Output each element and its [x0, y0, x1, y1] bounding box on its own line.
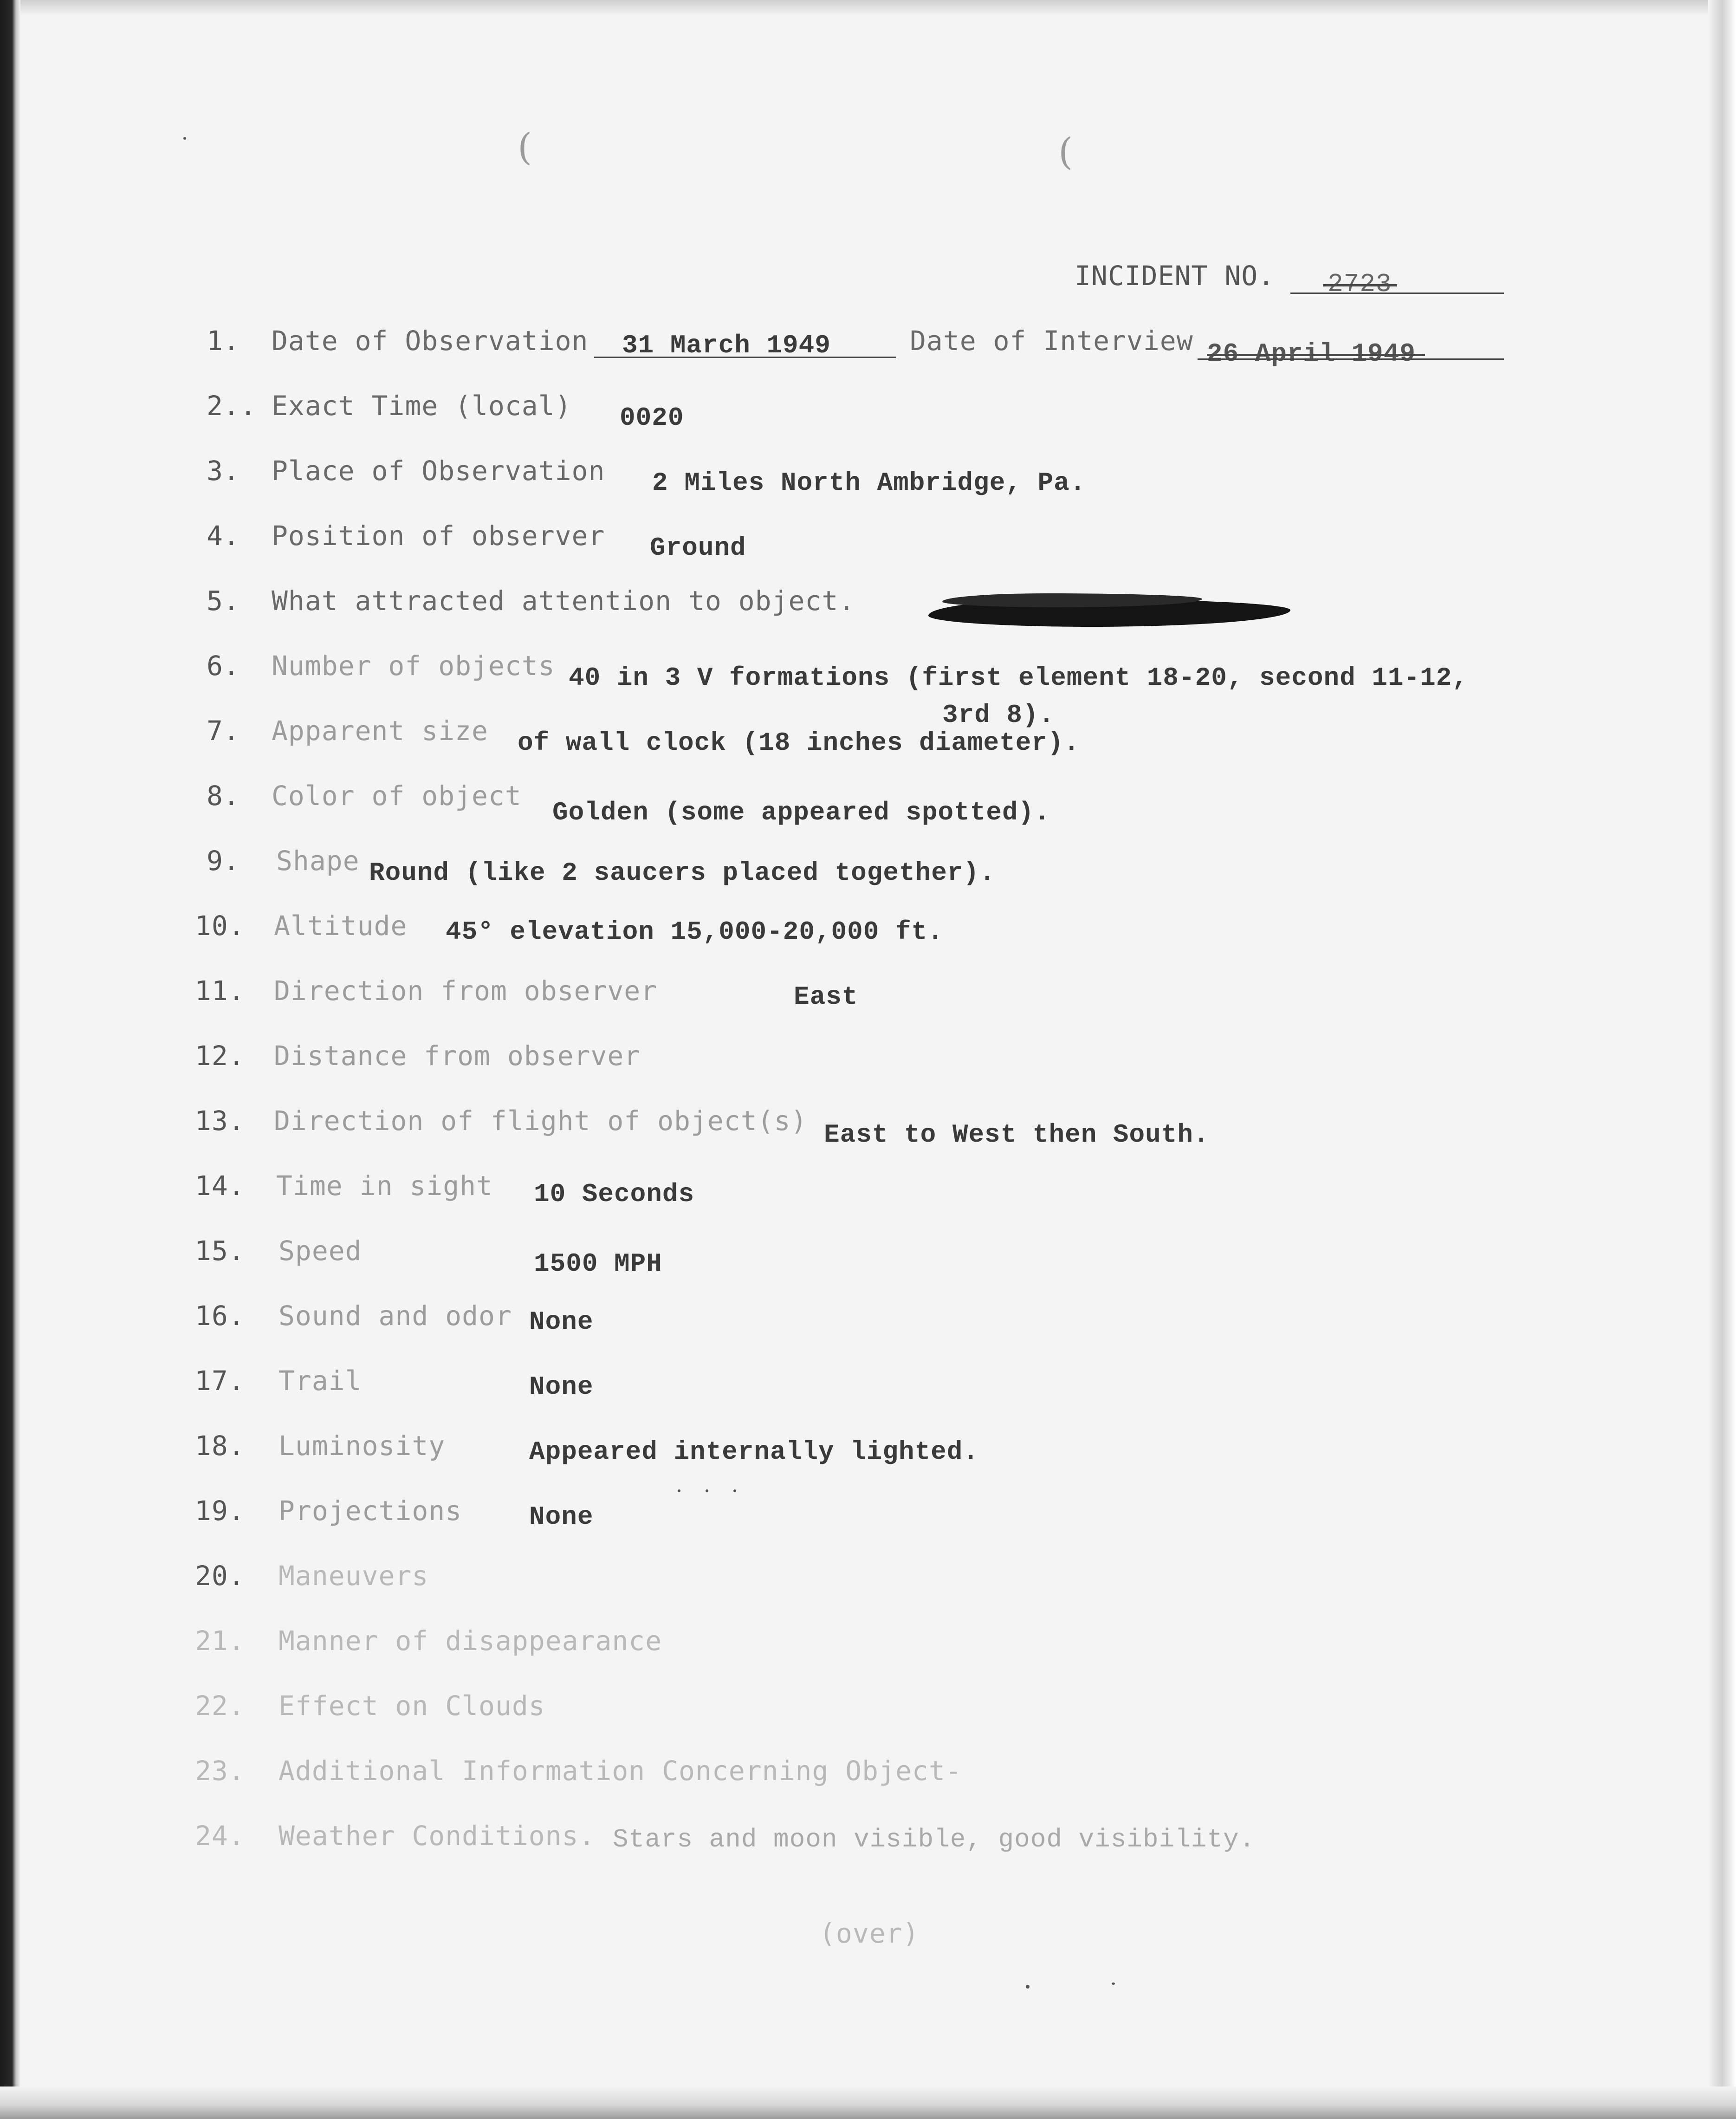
maneuvers-label: Maneuvers — [279, 1560, 429, 1592]
item-number: 23. — [195, 1755, 245, 1787]
number-of-objects-value-continued: 3rd 8). — [942, 700, 1055, 730]
attracted-attention-label: What attracted attention to object. — [272, 585, 855, 617]
date-of-interview-strike — [1207, 354, 1425, 356]
item-number: 14. — [195, 1170, 245, 1202]
date-of-interview-value: 26 April 1949 — [1207, 339, 1416, 369]
time-in-sight-label: Time in sight — [276, 1170, 493, 1202]
item-number: 20. — [195, 1560, 245, 1592]
scan-speck — [183, 137, 186, 140]
item-number: 22. — [195, 1690, 245, 1722]
item-number: 17. — [195, 1365, 245, 1397]
item-number: 4. — [207, 520, 240, 552]
direction-from-observer-value: East — [794, 982, 858, 1012]
punch-mark-right: ( — [1058, 130, 1073, 173]
luminosity-value: Appeared internally lighted. — [529, 1437, 979, 1467]
number-of-objects-label: Number of objects — [272, 650, 555, 682]
item-number: 2.. — [207, 390, 257, 422]
apparent-size-label: Apparent size — [272, 715, 488, 747]
number-of-objects-value: 40 in 3 V formations (first element 18-20, second 11-12, — [569, 663, 1468, 693]
speed-label: Speed — [279, 1235, 362, 1267]
item-number: 7. — [207, 715, 240, 747]
shape-value: Round (like 2 saucers placed together). — [369, 858, 996, 888]
item-number: 10. — [195, 910, 245, 942]
position-of-observer-value: Ground — [650, 533, 746, 563]
item-number: 18. — [195, 1430, 245, 1462]
direction-of-flight-value: East to West then South. — [824, 1120, 1210, 1150]
item-number: 1. — [207, 325, 240, 357]
punch-mark-left: ( — [518, 125, 532, 169]
distance-from-observer-label: Distance from observer — [274, 1040, 641, 1072]
apparent-size-value: of wall clock (18 inches diameter). — [518, 728, 1080, 758]
item-number: 6. — [207, 650, 240, 682]
projections-value: None — [529, 1502, 594, 1532]
scan-speck — [1026, 1985, 1030, 1989]
item-number: 16. — [195, 1300, 245, 1332]
scan-border-right — [1708, 0, 1736, 2119]
scan-speck — [678, 1489, 680, 1492]
direction-from-observer-label: Direction from observer — [274, 975, 658, 1007]
place-of-observation-label: Place of Observation — [272, 455, 605, 487]
sound-and-odor-label: Sound and odor — [279, 1300, 512, 1332]
weather-conditions-value: Stars and moon visible, good visibility. — [613, 1825, 1256, 1854]
item-number: 5. — [207, 585, 240, 617]
date-of-observation-underline — [594, 357, 896, 358]
item-number: 8. — [207, 780, 240, 812]
trail-label: Trail — [279, 1365, 362, 1397]
altitude-label: Altitude — [274, 910, 408, 942]
item-number: 13. — [195, 1105, 245, 1137]
date-of-interview-label: Date of Interview — [910, 325, 1193, 357]
date-of-interview-underline — [1198, 358, 1504, 360]
incident-number-underline — [1290, 292, 1504, 294]
item-number: 9. — [207, 845, 240, 877]
item-number: 11. — [195, 975, 245, 1007]
item-number: 3. — [207, 455, 240, 487]
item-number: 21. — [195, 1625, 245, 1657]
additional-information-label: Additional Information Concerning Object- — [279, 1755, 962, 1787]
scan-border-bottom — [0, 2086, 1736, 2119]
effect-on-clouds-label: Effect on Clouds — [279, 1690, 545, 1722]
scan-speck — [733, 1489, 736, 1492]
place-of-observation-value: 2 Miles North Ambridge, Pa. — [652, 468, 1086, 498]
speed-value: 1500 MPH — [534, 1249, 662, 1279]
scan-speck — [706, 1489, 708, 1492]
date-of-observation-label: Date of Observation — [272, 325, 589, 357]
incident-number: 2723 — [1328, 269, 1392, 299]
weather-conditions-label: Weather Conditions. — [279, 1820, 596, 1852]
over-note: (over) — [819, 1918, 920, 1949]
scan-border-top — [0, 0, 1736, 16]
color-of-object-value: Golden (some appeared spotted). — [552, 798, 1050, 827]
item-number: 24. — [195, 1820, 245, 1852]
date-of-observation-value: 31 March 1949 — [622, 331, 831, 360]
item-number: 12. — [195, 1040, 245, 1072]
trail-value: None — [529, 1372, 594, 1402]
exact-time-label: Exact Time (local) — [272, 390, 572, 422]
time-in-sight-value: 10 Seconds — [534, 1179, 695, 1209]
altitude-value: 45° elevation 15,000-20,000 ft. — [446, 917, 944, 947]
luminosity-label: Luminosity — [279, 1430, 446, 1462]
item-number: 19. — [195, 1495, 245, 1527]
sound-and-odor-value: None — [529, 1307, 594, 1337]
incident-label: INCIDENT NO. — [1075, 260, 1275, 292]
scan-speck — [1112, 1982, 1115, 1985]
manner-of-disappearance-label: Manner of disappearance — [279, 1625, 662, 1657]
exact-time-value: 0020 — [620, 403, 684, 433]
position-of-observer-label: Position of observer — [272, 520, 605, 552]
item-number: 15. — [195, 1235, 245, 1267]
projections-label: Projections — [279, 1495, 462, 1527]
scan-border-left — [0, 0, 20, 2119]
color-of-object-label: Color of object — [272, 780, 522, 812]
direction-of-flight-label: Direction of flight of object(s) — [274, 1105, 808, 1137]
shape-label: Shape — [276, 845, 360, 877]
incident-number-strike — [1323, 284, 1397, 286]
